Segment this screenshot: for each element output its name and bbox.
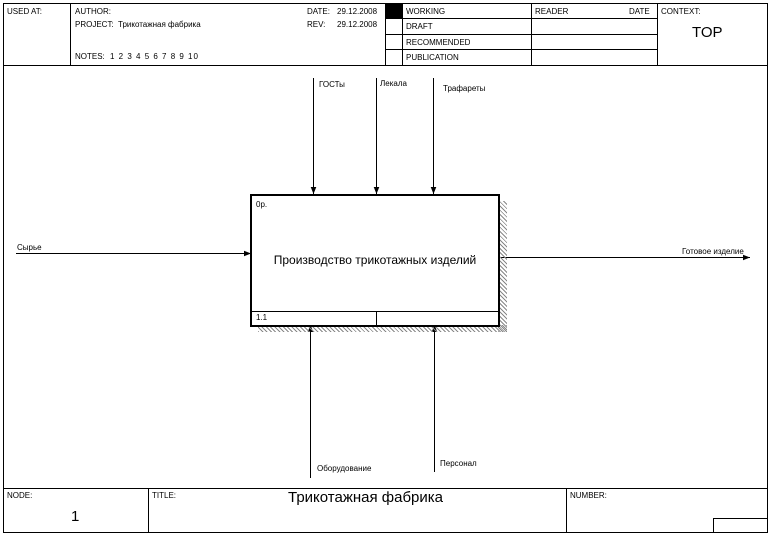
activity-box-footer-divider	[376, 312, 377, 325]
project-label: PROJECT:	[75, 20, 114, 29]
node-value: 1	[71, 508, 80, 525]
mechanism-label-personal: Персонал	[440, 459, 477, 468]
date-label: DATE:	[307, 7, 330, 16]
used-at-label: USED AT:	[7, 7, 42, 16]
activity-box-number: 0р.	[256, 200, 268, 209]
input-label-syrye: Сырье	[17, 243, 42, 252]
control-label-gosty: ГОСТы	[319, 80, 345, 89]
working-status-indicator	[386, 4, 402, 18]
mechanism-label-oborudovanie: Оборудование	[317, 464, 372, 473]
notes-label: NOTES:	[75, 52, 105, 61]
project-value: Трикотажная фабрика	[118, 20, 201, 29]
status-recommended: RECOMMENDED	[406, 38, 471, 47]
title-label: TITLE:	[152, 491, 177, 500]
author-label: AUTHOR:	[75, 7, 111, 16]
activity-box[interactable]	[250, 194, 500, 327]
footer-title-value: Трикотажная фабрика	[288, 489, 444, 506]
date-value: 29.12.2008	[337, 7, 378, 16]
status-publication: PUBLICATION	[406, 53, 459, 62]
status-draft: DRAFT	[406, 22, 433, 31]
context-value: TOP	[692, 24, 723, 41]
activity-box-title: Производство трикотажных изделий	[273, 253, 477, 267]
output-label-gotovoe: Готовое изделие	[682, 247, 744, 256]
rev-label: REV:	[307, 20, 326, 29]
number-label: NUMBER:	[570, 491, 607, 500]
control-label-trafarety: Трафареты	[443, 84, 486, 93]
activity-box-footer	[252, 311, 498, 325]
context-label: CONTEXT:	[661, 7, 701, 16]
activity-box-ref: 1.1	[256, 313, 268, 322]
notes-value: 1 2 3 4 5 6 7 8 9 10	[110, 52, 199, 61]
reader-date-label: DATE	[629, 7, 650, 16]
status-working: WORKING	[406, 7, 446, 16]
control-label-lekala: Лекала	[380, 79, 407, 88]
node-label: NODE:	[7, 491, 33, 500]
reader-label: READER	[535, 7, 569, 16]
rev-value: 29.12.2008	[337, 20, 378, 29]
